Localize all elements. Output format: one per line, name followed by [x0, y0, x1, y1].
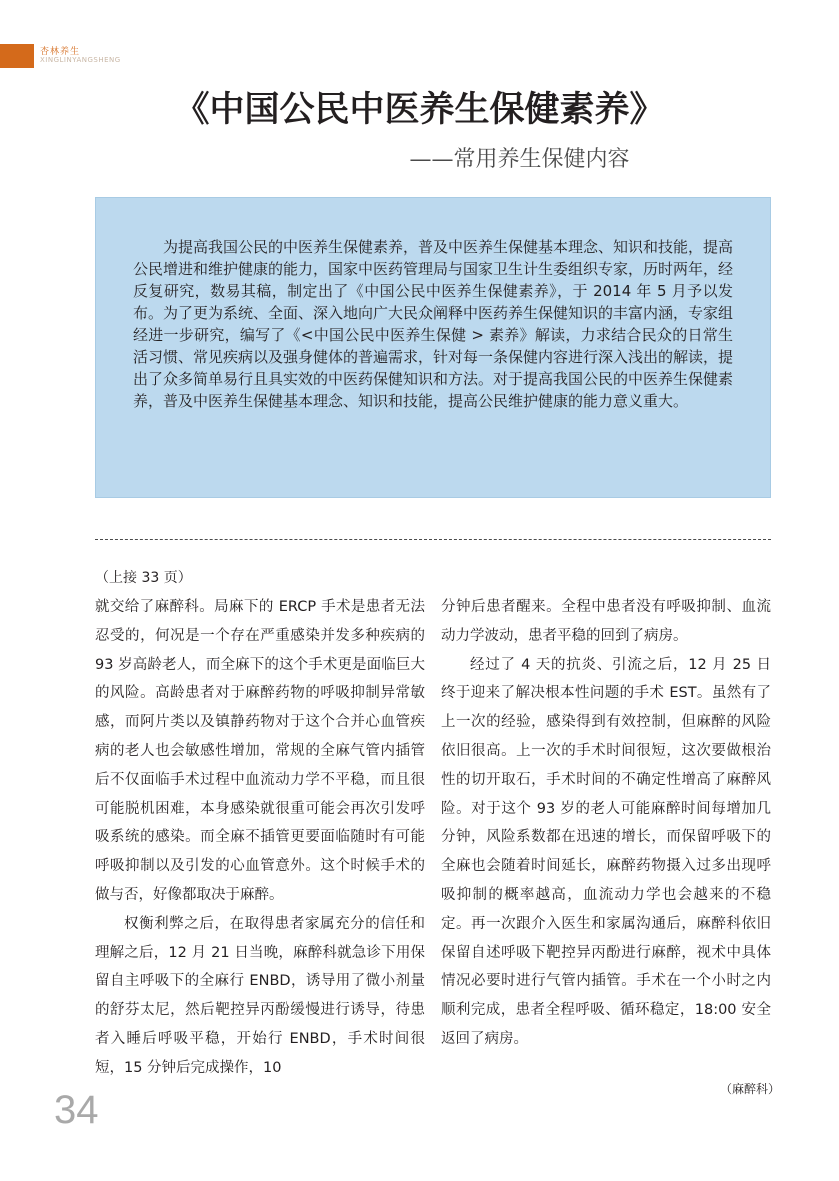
- body-paragraph: 分钟后患者醒来。全程中患者没有呼吸抑制、血流动力学波动，患者平稳的回到了病房。: [441, 599, 771, 644]
- body-paragraph: 经过了 4 天的抗炎、引流之后，12 月 25 日终于迎来了解决根本性问题的手术 EST。虽然有了上一次的经验，感染得到有效控制，但麻醉的风险依旧很高。上一次的手术时间很短，这次要做根治性的切开取石，手术时间的不确定性增高了麻醉风险。对于这个 93 岁的老人可能麻醉时间每增加几分钟，风险系数都在迅速的增长，而保留呼吸下的全麻也会随着时间延长，麻醉药物摄入过多出现呼吸抑制的概率越高，血流动力学也会越来的不稳定。再一次跟介入医生和家属沟通后，麻醉科依旧保留自述呼吸下靶控异丙酚进行麻醉，视术中具体情况必要时进行气管内插管。手术在一个小时之内顺利完成，患者全程呼吸、循环稳定，18:00 安全返回了病房。: [441, 656, 771, 1047]
- right-column: [441, 593, 771, 1054]
- body-paragraph: 权衡利弊之后，在取得患者家属充分的信任和理解之后，12 月 21 日当晚，麻醉科就急诊下用保留自主呼吸下的全麻行 ENBD，诱导用了微小剂量的舒芬太尼，然后靶控异丙酚缓慢进行诱导，待患者入睡后呼吸平稳，开始行 ENBD，手术时间很短，15 分钟后完成操作，10: [95, 915, 425, 1076]
- page-number: 34: [54, 1088, 99, 1132]
- body-paragraph: 就交给了麻醉科。局麻下的 ERCP 手术是患者无法忍受的，何况是一个存在严重感染并发多种疾病的 93 岁高龄老人，而全麻下的这个手术更是面临巨大的风险。高龄患者对于麻醉药物的呼吸抑制异常敏感，而阿片类以及镇静药物对于这个合并心血管疾病的老人也会敏感性增加，常规的全麻气管内插管后不仅面临手术过程中血流动力学不平稳，而且很可能脱机困难，本身感染就很重可能会再次引发呼吸系统的感染。而全麻不插管更要面临随时有可能呼吸抑制以及引发的心血管意外。这个时候手术的做与否，好像都取决于麻醉。: [95, 599, 425, 903]
- author-signature: （麻醉科）: [720, 1082, 781, 1096]
- section-tab-marker: [0, 44, 34, 68]
- section-label-pinyin: XINGLINYANGSHENG: [40, 56, 121, 64]
- section-label: 杏林养生: [40, 47, 81, 57]
- section-divider: [95, 539, 771, 540]
- intro-paragraph: 为提高我国公民的中医养生保健素养，普及中医养生保健基本理念、知识和技能，提高公民增进和维护健康的能力，国家中医药管理局与国家卫生计生委组织专家，历时两年，经反复研究，数易其稿，制定出了《中国公民中医养生保健素养》，于 2014 年 5 月予以发布。为了更为系统、全面、深入地向广大民众阐释中医药养生保健知识的丰富内涵，专家组经进一步研究，编写了《<中国公民中医养生保健 > 素养》解读，力求结合民众的日常生活习惯、常见疾病以及强身健体的普遍需求，针对每一条保健内容进行深入浅出的解读，提出了众多简单易行且具实效的中医药保健知识和方法。对于提高我国公民的中医养生保健素养，普及中医养生保健基本理念、知识和技能，提高公民维护健康的能力意义重大。: [133, 238, 734, 410]
- continued-note: （上接 33 页）: [95, 570, 192, 586]
- article-subtitle: ——常用养生保健内容: [409, 147, 630, 172]
- left-column: [95, 593, 425, 1083]
- article-title: 《中国公民中医养生保健素养》: [174, 89, 665, 130]
- intro-box: [95, 197, 771, 498]
